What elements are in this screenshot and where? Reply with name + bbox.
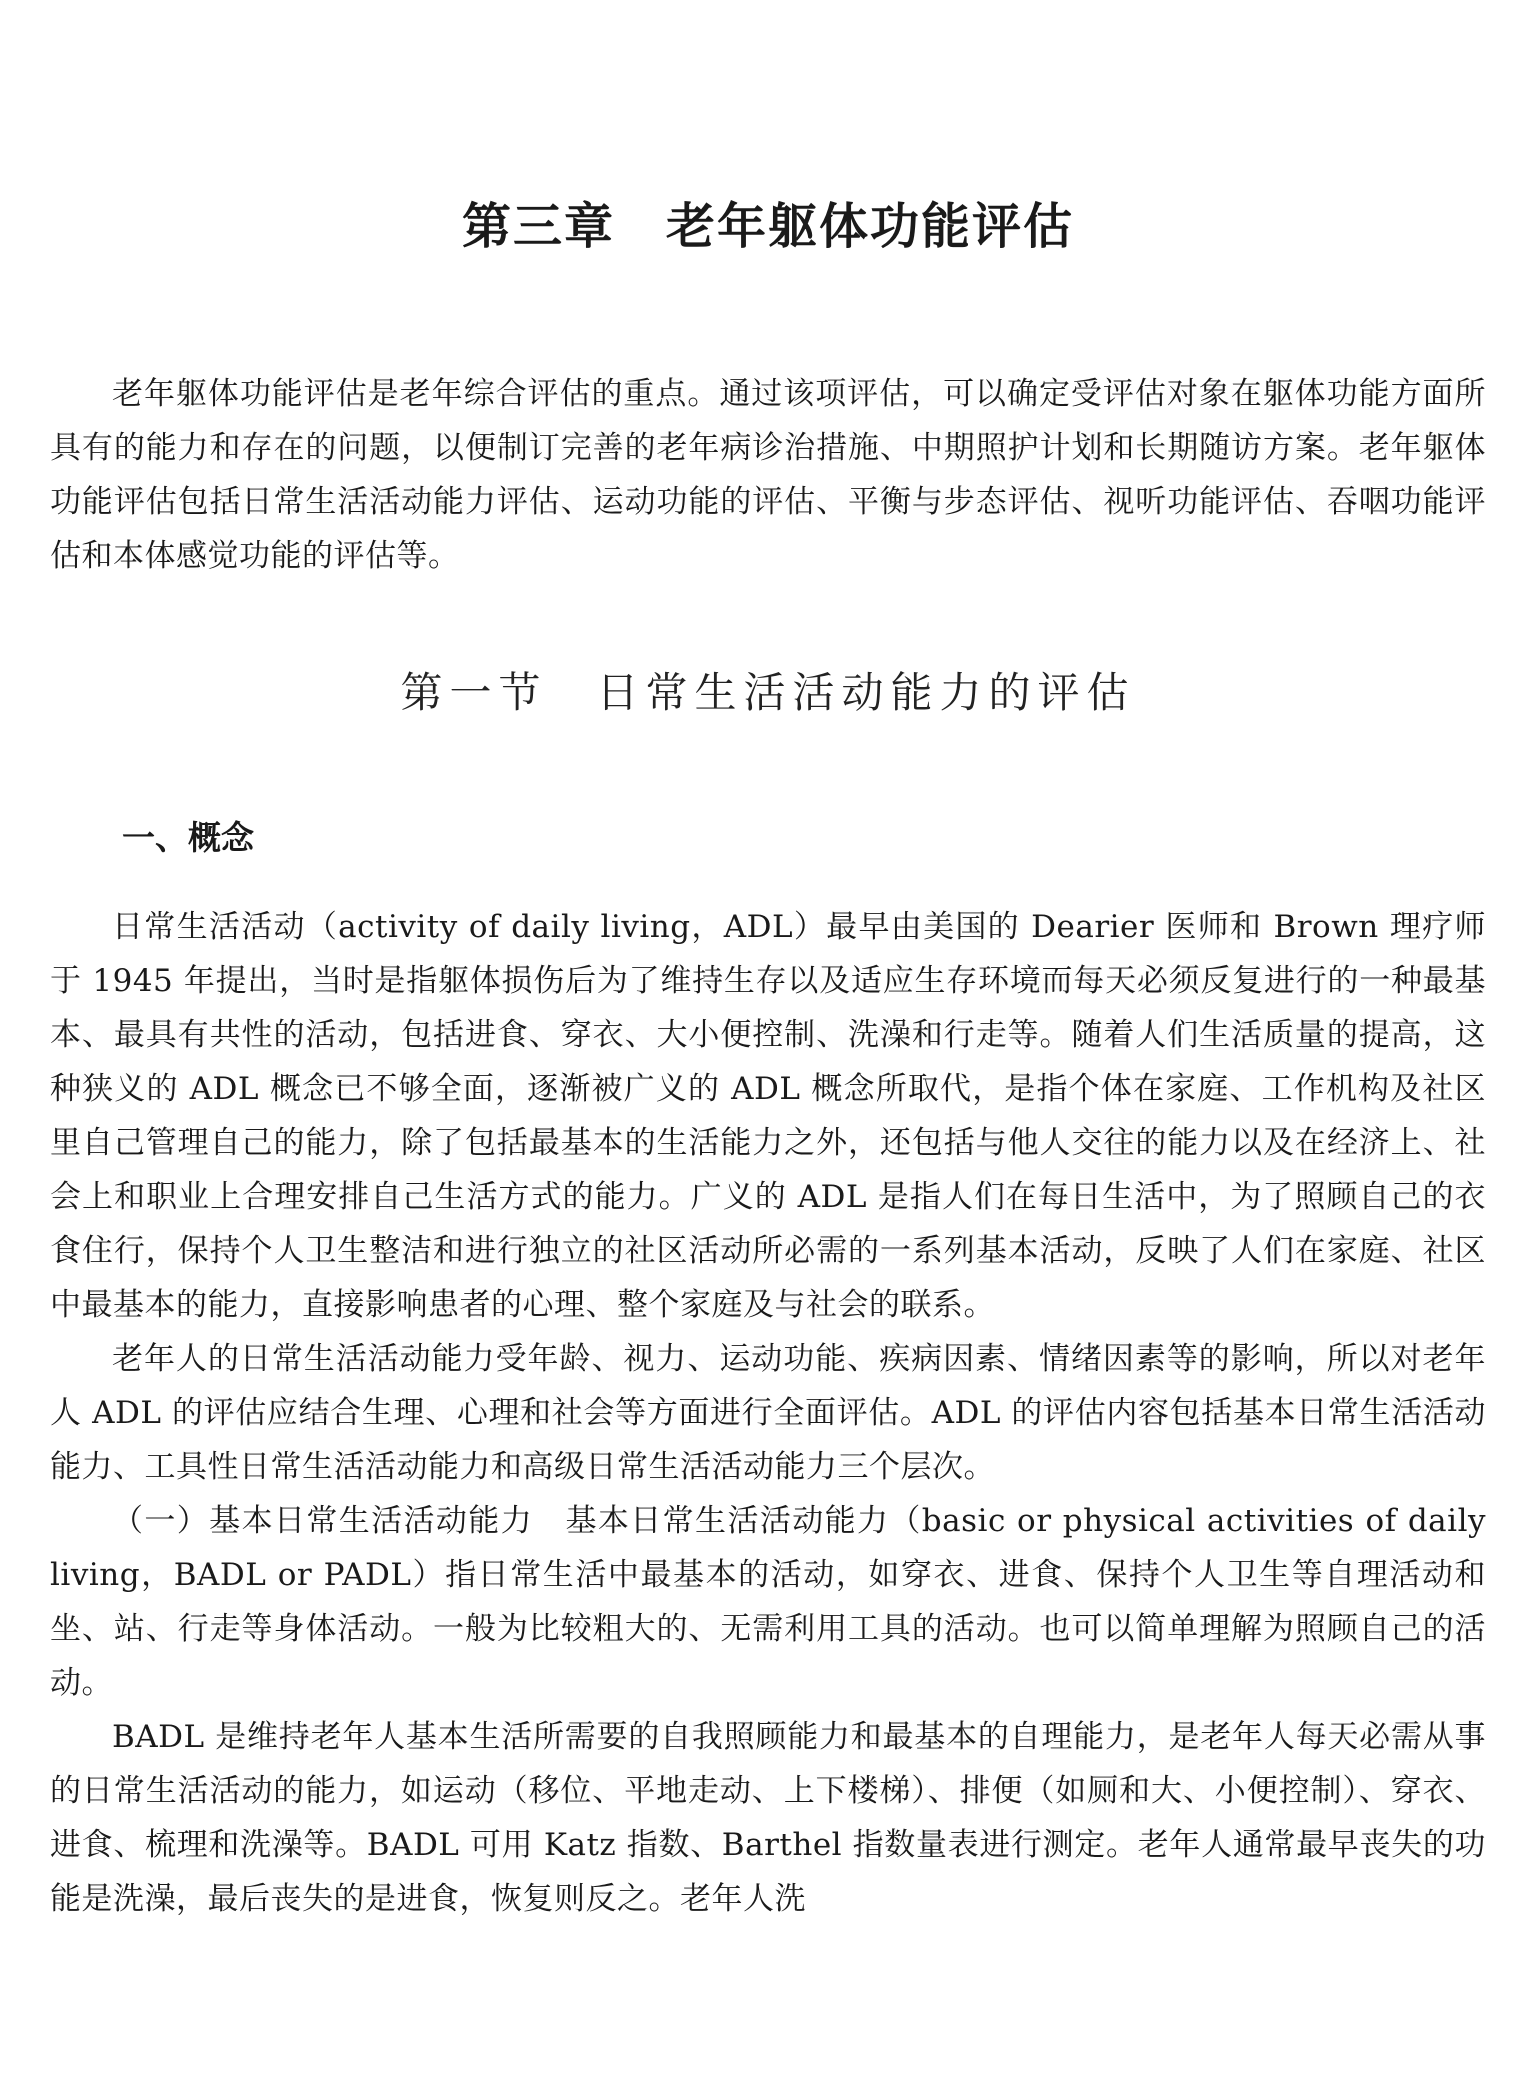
intro-block xyxy=(50,367,1486,583)
intro-paragraph: 老年躯体功能评估是老年综合评估的重点。通过该项评估，可以确定受评估对象在躯体功能方面所具有的能力和存在的问题，以便制订完善的老年病诊治措施、中期照护计划和长期随访方案。老年躯体功能评估包括日常生活活动能力评估、运动功能的评估、平衡与步态评估、视听功能评估、吞咽功能评估和本体感觉功能的评估等。 xyxy=(50,376,1486,574)
body-paragraph: 日常生活活动（activity of daily living，ADL）最早由美国的 Dearier 医师和 Brown 理疗师于 1945 年提出，当时是指躯体损伤后为了维持生存以及适应生存环境而每天必须反复进行的一种最基本、最具有共性的活动，包括进食、穿衣、大小便控制、洗澡和行走等。随着人们生活质量的提高，这种狭义的 ADL 概念已不够全面，逐渐被广义的 ADL 概念所取代，是指个体在家庭、工作机构及社区里自己管理自己的能力，除了包括最基本的生活能力之外，还包括与他人交往的能力以及在经济上、社会上和职业上合理安排自己生活方式的能力。广义的 ADL 是指人们在每日生活中，为了照顾自己的衣食住行，保持个人卫生整洁和进行独立的社区活动所必需的一系列基本活动，反映了人们在家庭、社区中最基本的能力，直接影响患者的心理、整个家庭及与社会的联系。 xyxy=(50,909,1486,1323)
subsection-heading: 一、概念 xyxy=(122,818,254,857)
section-title: 第一节 日常生活活动能力的评估 xyxy=(400,668,1136,717)
body-paragraph: 老年人的日常生活活动能力受年龄、视力、运动功能、疾病因素、情绪因素等的影响，所以对老年人 ADL 的评估应结合生理、心理和社会等方面进行全面评估。ADL 的评估内容包括基本日常生活活动能力、工具性日常生活活动能力和高级日常生活活动能力三个层次。 xyxy=(50,1341,1486,1485)
body-paragraph: BADL 是维持老年人基本生活所需要的自我照顾能力和最基本的自理能力，是老年人每天必需从事的日常生活活动的能力，如运动（移位、平地走动、上下楼梯）、排便（如厕和大、小便控制）、穿衣、进食、梳理和洗澡等。BADL 可用 Katz 指数、Barthel 指数量表进行测定。老年人通常最早丧失的功能是洗澡，最后丧失的是进食，恢复则反之。老年人洗 xyxy=(50,1719,1486,1917)
body-paragraph: （一）基本日常生活活动能力 基本日常生活活动能力（basic or physical activities of daily living，BADL or PADL）指日常生活中最基本的活动，如穿衣、进食、保持个人卫生等自理活动和坐、站、行走等身体活动。一般为比较粗大的、无需利用工具的活动。也可以简单理解为照顾自己的活动。 xyxy=(50,1503,1486,1701)
concept-body xyxy=(50,900,1486,1926)
chapter-title: 第三章 老年躯体功能评估 xyxy=(461,198,1074,255)
